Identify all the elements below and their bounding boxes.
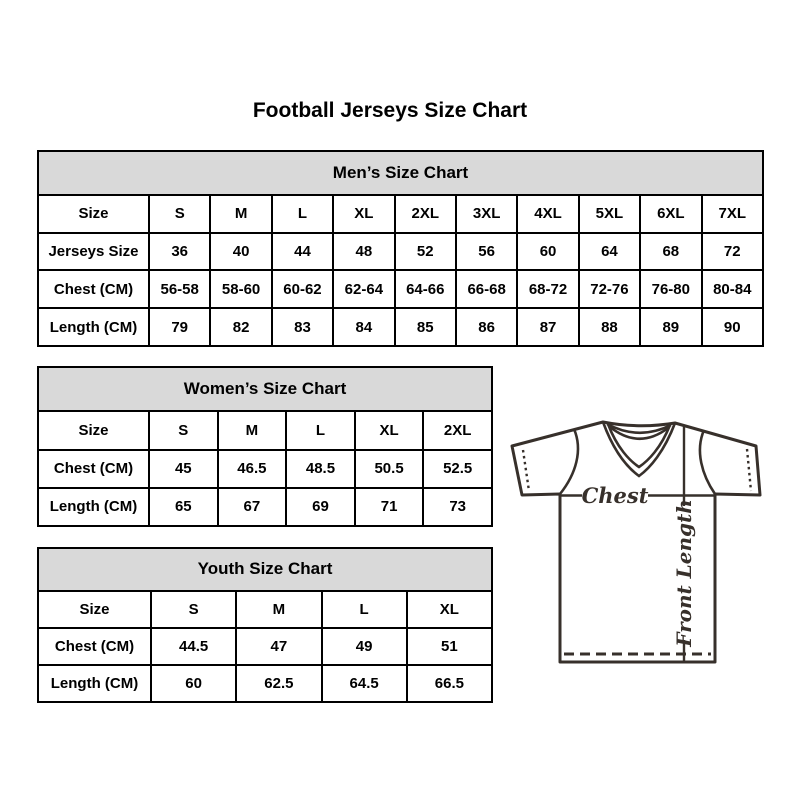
row-label-cell: Length (CM) (38, 308, 149, 346)
jersey-outline (512, 422, 760, 662)
table-row (38, 665, 492, 702)
value-cell: 82 (210, 308, 271, 346)
value-cell: 80-84 (702, 270, 763, 308)
value-cell: 67 (218, 488, 287, 526)
value-cell: 6XL (640, 195, 701, 233)
value-cell: 76-80 (640, 270, 701, 308)
value-cell: 60-62 (272, 270, 333, 308)
value-cell: 87 (517, 308, 578, 346)
row-label-cell: Length (CM) (38, 665, 151, 702)
value-cell: 48 (333, 233, 394, 271)
value-cell: L (286, 411, 355, 449)
value-cell: 72-76 (579, 270, 640, 308)
table-row (38, 270, 763, 308)
table-title: Youth Size Chart (38, 548, 492, 591)
value-cell: M (236, 591, 321, 628)
value-cell: 65 (149, 488, 218, 526)
table-title-row (38, 367, 492, 411)
value-cell: M (210, 195, 271, 233)
value-cell: 68 (640, 233, 701, 271)
table-row (38, 488, 492, 526)
value-cell: 84 (333, 308, 394, 346)
value-cell: XL (407, 591, 492, 628)
table-title: Women’s Size Chart (38, 367, 492, 411)
value-cell: L (272, 195, 333, 233)
value-cell: 4XL (517, 195, 578, 233)
value-cell: 86 (456, 308, 517, 346)
jersey-measurement-diagram (502, 404, 768, 694)
table-row (38, 233, 763, 271)
value-cell: 5XL (579, 195, 640, 233)
value-cell: 52 (395, 233, 456, 271)
row-label-cell: Jerseys Size (38, 233, 149, 271)
table-row (38, 195, 763, 233)
row-label-cell: Size (38, 195, 149, 233)
front-length-label: Front Length (672, 499, 696, 647)
value-cell: 40 (210, 233, 271, 271)
value-cell: XL (333, 195, 394, 233)
womens-size-table (37, 366, 493, 527)
value-cell: 64 (579, 233, 640, 271)
value-cell: 46.5 (218, 450, 287, 488)
value-cell: 52.5 (423, 450, 492, 488)
value-cell: 66.5 (407, 665, 492, 702)
value-cell: 51 (407, 628, 492, 665)
value-cell: 88 (579, 308, 640, 346)
value-cell: 60 (151, 665, 236, 702)
row-label-cell: Chest (CM) (38, 450, 149, 488)
value-cell: 50.5 (355, 450, 424, 488)
value-cell: 64-66 (395, 270, 456, 308)
chest-label: Chest (581, 483, 649, 508)
size-table (37, 547, 493, 703)
value-cell: 49 (322, 628, 407, 665)
value-cell: 89 (640, 308, 701, 346)
youth-size-table (37, 547, 493, 703)
value-cell: 2XL (395, 195, 456, 233)
row-label-cell: Length (CM) (38, 488, 149, 526)
value-cell: 71 (355, 488, 424, 526)
value-cell: XL (355, 411, 424, 449)
value-cell: 44 (272, 233, 333, 271)
value-cell: S (149, 411, 218, 449)
value-cell: 45 (149, 450, 218, 488)
page-title: Football Jerseys Size Chart (252, 99, 528, 122)
row-label-cell: Chest (CM) (38, 270, 149, 308)
value-cell: 58-60 (210, 270, 271, 308)
value-cell: 69 (286, 488, 355, 526)
value-cell: 2XL (423, 411, 492, 449)
value-cell: 73 (423, 488, 492, 526)
value-cell: 48.5 (286, 450, 355, 488)
value-cell: S (149, 195, 210, 233)
size-table (37, 150, 764, 347)
value-cell: 60 (517, 233, 578, 271)
value-cell: 7XL (702, 195, 763, 233)
table-title-row (38, 151, 763, 195)
value-cell: 66-68 (456, 270, 517, 308)
table-row (38, 308, 763, 346)
value-cell: 47 (236, 628, 321, 665)
table-row (38, 628, 492, 665)
jersey-diagram-svg (502, 404, 768, 694)
value-cell: 56-58 (149, 270, 210, 308)
table-row (38, 591, 492, 628)
mens-size-table (37, 150, 764, 347)
value-cell: 68-72 (517, 270, 578, 308)
value-cell: 90 (702, 308, 763, 346)
value-cell: 3XL (456, 195, 517, 233)
value-cell: 36 (149, 233, 210, 271)
value-cell: 62-64 (333, 270, 394, 308)
row-label-cell: Size (38, 591, 151, 628)
value-cell: L (322, 591, 407, 628)
row-label-cell: Size (38, 411, 149, 449)
value-cell: 44.5 (151, 628, 236, 665)
value-cell: 83 (272, 308, 333, 346)
size-table (37, 366, 493, 527)
value-cell: M (218, 411, 287, 449)
table-row (38, 411, 492, 449)
table-row (38, 450, 492, 488)
value-cell: 56 (456, 233, 517, 271)
value-cell: 85 (395, 308, 456, 346)
table-title-row (38, 548, 492, 591)
table-title: Men’s Size Chart (38, 151, 763, 195)
value-cell: 62.5 (236, 665, 321, 702)
value-cell: 72 (702, 233, 763, 271)
value-cell: 64.5 (322, 665, 407, 702)
value-cell: 79 (149, 308, 210, 346)
row-label-cell: Chest (CM) (38, 628, 151, 665)
value-cell: S (151, 591, 236, 628)
